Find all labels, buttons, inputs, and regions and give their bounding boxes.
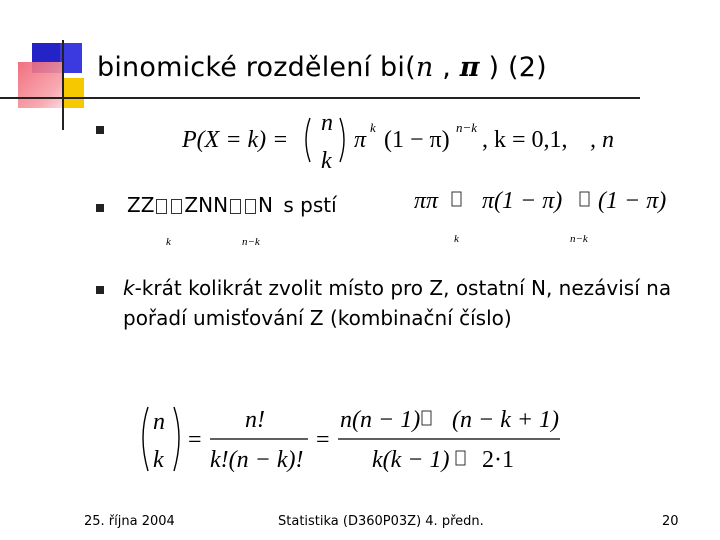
bullet-2 <box>96 204 104 212</box>
prob-sub-k: k <box>454 233 459 245</box>
title-comma: , <box>433 52 460 83</box>
formula1-binom-bottom: k <box>321 148 332 174</box>
formula2-frac2-den: k(k − 1) <box>372 447 450 473</box>
formula2-binom-top: n <box>153 409 165 435</box>
slide-title <box>97 52 547 83</box>
bullet3-body: -krát kolikrát zvolit místo pro Z, ostatní N, nezávisí na pořadí umisťování Z (kombinační číslo) <box>123 276 672 330</box>
decor-yellow-square <box>62 78 84 108</box>
formula2-eq1: = <box>188 427 202 453</box>
bullet2-seq2: ZNN <box>184 193 229 217</box>
formula2-frac1-den: k!(n − k)! <box>210 447 304 473</box>
formula1-range-end: , n <box>590 127 614 153</box>
bullet-3 <box>96 286 104 294</box>
bullet2-probability <box>410 178 690 248</box>
combination-formula <box>130 395 570 485</box>
bullet2-seq3: N <box>258 193 273 217</box>
formula2-frac1-num: n! <box>245 407 265 433</box>
bullet2-label: s pstí <box>283 193 337 217</box>
decor-vertical-line <box>62 40 64 130</box>
formula2-frac2-num: n(n − 1) <box>340 407 421 433</box>
bullet2-seq: ZZ <box>127 193 155 217</box>
formula1-factor-exp: n−k <box>456 120 478 135</box>
formula1-factor: (1 − π) <box>384 127 450 153</box>
decor-red-square <box>18 62 64 108</box>
formula1-lhs: P(X = k) = <box>182 127 289 153</box>
prob-sub-nk: n−k <box>570 233 588 245</box>
formula2-binom-bottom: k <box>153 447 164 473</box>
formula1-range: , k = 0,1, <box>482 127 568 153</box>
footer-course: Statistika (D360P03Z) 4. předn. <box>278 514 484 529</box>
bullet3-k: k <box>123 276 135 300</box>
title-pi: π <box>459 52 480 83</box>
formula1-pi-exp: k <box>370 120 376 135</box>
bullet2-sub-k: k <box>166 236 171 248</box>
bullet2-text <box>127 193 337 217</box>
formula2-frac2-num2: (n − k + 1) <box>452 407 560 433</box>
prob-pi: ππ <box>414 188 439 214</box>
footer-date: 25. října 2004 <box>84 514 175 529</box>
binomial-formula <box>170 100 650 180</box>
formula1-pi: π <box>354 127 367 153</box>
prob-mid: π(1 − π) <box>482 188 563 214</box>
formula2-eq2: = <box>316 427 330 453</box>
title-n: n <box>415 52 434 83</box>
title-text: binomické rozdělení bi( <box>97 52 416 83</box>
prob-end: (1 − π) <box>598 188 667 214</box>
bullet-1 <box>96 126 104 134</box>
formula2-frac2-den2: 2·1 <box>482 447 514 473</box>
bullet2-sub-nk: n−k <box>242 236 260 248</box>
bullet3-text <box>123 273 683 333</box>
decor-horizontal-line <box>0 97 640 99</box>
formula1-binom-top: n <box>321 110 333 136</box>
footer-page-number: 20 <box>662 514 679 529</box>
title-suffix: ) (2) <box>479 52 547 83</box>
